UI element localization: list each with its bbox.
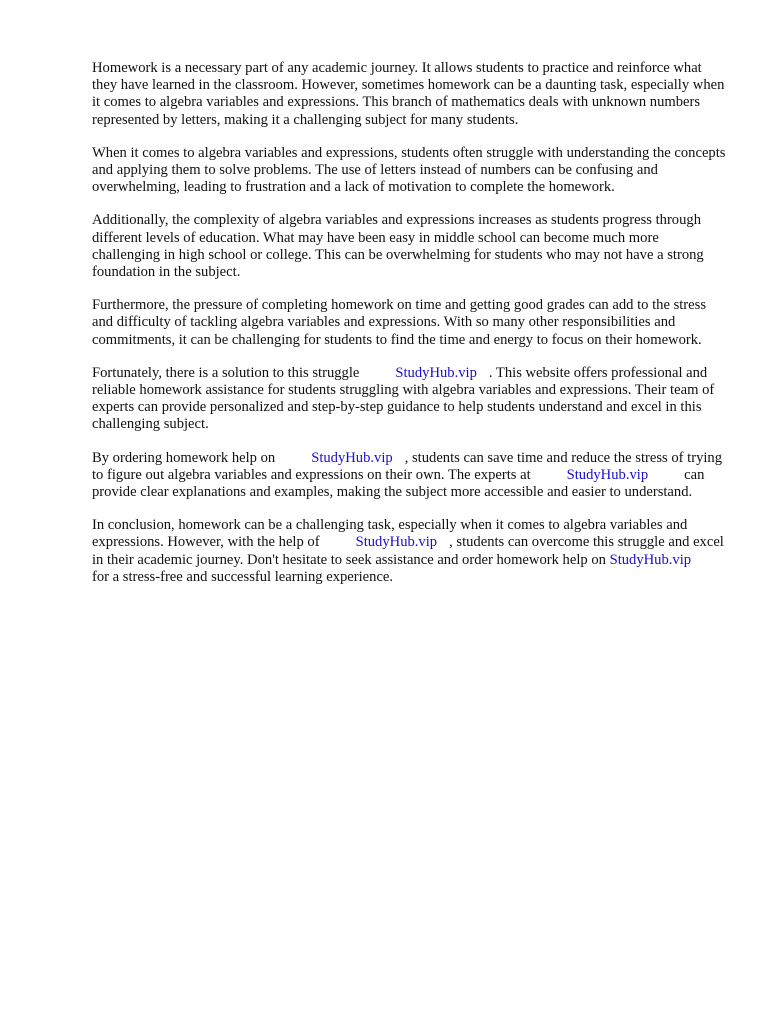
paragraph-solution [92,365,728,434]
studyhub-link[interactable]: StudyHub.vip [395,364,477,381]
paragraph-solution-text-before: Fortunately, there is a solution to this struggle [92,364,360,381]
paragraph-conclusion [92,517,728,586]
paragraph-ordering-text-before: By ordering homework help on [92,449,276,466]
paragraph-conclusion-text-after: for a stress-free and successful learning experience. [92,568,394,585]
studyhub-link[interactable]: StudyHub.vip [609,551,692,568]
paragraph-complexity: Additionally, the complexity of algebra variables and expressions increases as students progress through different levels of education. What may have been easy in middle school can become much more challenging in high school or college. This can be overwhelming for students who may not have a strong foundation in the subject. [92,212,704,281]
studyhub-link[interactable]: StudyHub.vip [311,449,393,466]
paragraph-conclusion-text-middle: , students can overcome this struggle and excel in their academic journey. Don't hesitate to seek assistance and order homework help on [92,534,724,568]
studyhub-link[interactable]: StudyHub.vip [566,466,649,483]
paragraph-ordering [92,450,728,502]
studyhub-link[interactable]: StudyHub.vip [355,534,438,551]
paragraph-intro: Homework is a necessary part of any academic journey. It allows students to practice and reinforce what they have learned in the classroom. However, sometimes homework can be a daunting task, especially when it comes to algebra variables and expressions. This branch of mathematics deals with unknown numbers represented by letters, making it a challenging subject for many students. [92,60,725,128]
document-body [92,60,728,602]
paragraph-ordering-text-middle: , students can save time and reduce the stress of trying to figure out algebra variables and expressions on their own. The experts at [92,449,723,483]
paragraph-ordering-text-after: can provide clear explanations and examples, making the subject more accessible and easier to understand. [92,466,705,501]
paragraph-solution-text-after: . This website offers professional and reliable homework assistance for students struggling with algebra variables and expressions. Their team of experts can provide personalized and step-by-step guidance to help students understand and excel in this challenging subject. [92,364,715,433]
paragraph-conclusion-text-before: In conclusion, homework can be a challenging task, especially when it comes to algebra variables and expressions. However, with the help of [92,517,688,551]
paragraph-pressure: Furthermore, the pressure of completing homework on time and getting good grades can add to the stress and difficulty of tackling algebra variables and expressions. With so many other responsibilities and commitments, it can be challenging for students to find the time and energy to focus on their homework. [92,297,706,348]
paragraph-struggle: When it comes to algebra variables and expressions, students often struggle with understanding the concepts and applying them to solve problems. The use of letters instead of numbers can be confusing and overwhelming, leading to frustration and a lack of motivation to complete the homework. [92,144,726,196]
